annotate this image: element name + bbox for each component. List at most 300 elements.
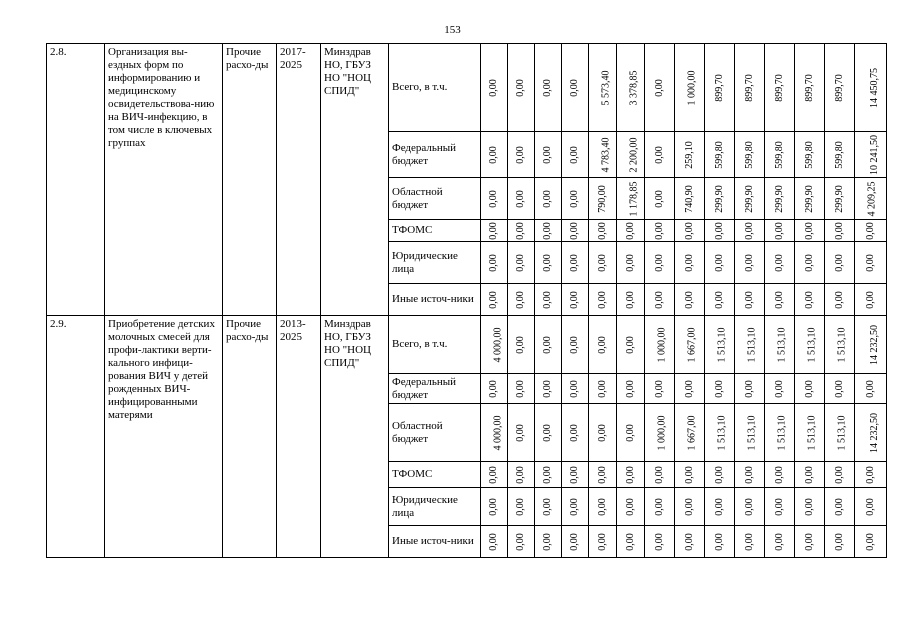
amount-cell — [765, 404, 795, 462]
amount-value: 259,10 — [683, 141, 695, 169]
amount-cell — [562, 178, 589, 220]
amount-value: 0,00 — [864, 380, 876, 398]
amount-cell — [825, 462, 855, 488]
amount-value: 899,70 — [743, 74, 755, 102]
amount-value: 0,00 — [542, 190, 553, 208]
amount-value: 0,00 — [624, 533, 636, 551]
amount-cell — [589, 178, 617, 220]
amount-cell — [705, 284, 735, 316]
amount-value: 0,00 — [542, 380, 553, 398]
amount-value: 0,00 — [653, 222, 665, 240]
amount-cell — [825, 220, 855, 242]
amount-value: 0,00 — [773, 380, 785, 398]
amount-cell — [735, 44, 765, 132]
funding-source: Областной бюджет — [389, 404, 481, 462]
amount-value: 0,00 — [864, 254, 876, 272]
amount-cell — [795, 44, 825, 132]
amount-value: 0,00 — [803, 291, 815, 309]
amount-value: 0,00 — [803, 466, 815, 484]
amount-value: 0,00 — [542, 254, 553, 272]
amount-cell — [675, 132, 705, 178]
amount-cell — [765, 284, 795, 316]
amount-value: 1 513,10 — [746, 327, 758, 363]
amount-cell — [645, 44, 675, 132]
amount-value: 4 000,00 — [492, 327, 504, 363]
amount-value: 599,80 — [833, 141, 845, 169]
amount-cell — [481, 178, 508, 220]
amount-cell — [795, 132, 825, 178]
amount-cell — [645, 316, 675, 374]
amount-value: 0,00 — [515, 291, 526, 309]
amount-cell — [705, 242, 735, 284]
amount-value: 0,00 — [624, 291, 636, 309]
amount-value: 0,00 — [542, 533, 553, 551]
amount-value: 0,00 — [773, 222, 785, 240]
amount-cell — [535, 132, 562, 178]
amount-value: 0,00 — [596, 424, 608, 442]
amount-value: 0,00 — [542, 146, 553, 164]
amount-value: 299,90 — [713, 185, 725, 213]
table-row — [47, 316, 887, 374]
amount-value: 0,00 — [569, 533, 580, 551]
amount-cell — [675, 526, 705, 558]
amount-value: 0,00 — [542, 222, 553, 240]
amount-cell — [645, 404, 675, 462]
amount-value: 899,70 — [773, 74, 785, 102]
amount-value: 1 513,10 — [836, 415, 848, 451]
amount-cell — [645, 462, 675, 488]
amount-cell — [508, 44, 535, 132]
amount-value: 0,00 — [864, 466, 876, 484]
amount-value: 1 513,10 — [806, 415, 818, 451]
amount-cell — [535, 242, 562, 284]
item-number: 2.8. — [47, 44, 105, 316]
amount-cell — [675, 220, 705, 242]
amount-value: 0,00 — [743, 533, 755, 551]
amount-cell — [481, 44, 508, 132]
amount-cell — [562, 220, 589, 242]
amount-cell — [735, 284, 765, 316]
amount-value: 0,00 — [569, 291, 580, 309]
amount-value: 0,00 — [683, 254, 695, 272]
amount-value: 0,00 — [653, 291, 665, 309]
amount-cell — [645, 488, 675, 526]
amount-value: 299,90 — [803, 185, 815, 213]
amount-cell — [535, 526, 562, 558]
amount-value: 0,00 — [488, 254, 499, 272]
amount-value: 0,00 — [864, 291, 876, 309]
amount-value: 0,00 — [515, 146, 526, 164]
amount-cell — [535, 44, 562, 132]
amount-value: 0,00 — [542, 424, 553, 442]
amount-cell — [855, 374, 887, 404]
amount-cell — [508, 316, 535, 374]
amount-cell — [589, 220, 617, 242]
amount-value: 0,00 — [713, 254, 725, 272]
amount-value: 0,00 — [653, 533, 665, 551]
amount-value: 1 513,10 — [716, 415, 728, 451]
amount-cell — [481, 404, 508, 462]
amount-value: 0,00 — [743, 498, 755, 516]
amount-cell — [795, 284, 825, 316]
amount-cell — [645, 374, 675, 404]
amount-value: 0,00 — [743, 291, 755, 309]
amount-cell — [535, 404, 562, 462]
amount-value: 0,00 — [803, 533, 815, 551]
amount-cell — [795, 242, 825, 284]
amount-cell — [765, 132, 795, 178]
amount-value: 0,00 — [683, 222, 695, 240]
amount-value: 0,00 — [488, 146, 499, 164]
amount-value: 1 667,00 — [686, 327, 698, 363]
amount-cell — [535, 374, 562, 404]
amount-value: 0,00 — [683, 533, 695, 551]
amount-value: 2 200,00 — [628, 137, 640, 173]
amount-value: 0,00 — [624, 466, 636, 484]
expense-type: Прочие расхо-ды — [223, 44, 277, 316]
amount-cell — [765, 374, 795, 404]
amount-value: 0,00 — [569, 498, 580, 516]
amount-value: 1 513,10 — [806, 327, 818, 363]
amount-value: 0,00 — [515, 336, 526, 354]
amount-value: 0,00 — [773, 498, 785, 516]
amount-cell — [705, 132, 735, 178]
amount-cell — [481, 132, 508, 178]
amount-cell — [705, 316, 735, 374]
amount-cell — [617, 374, 645, 404]
amount-cell — [562, 316, 589, 374]
amount-value: 0,00 — [515, 533, 526, 551]
amount-value: 0,00 — [864, 533, 876, 551]
amount-value: 4 209,25 — [866, 181, 878, 217]
amount-value: 0,00 — [515, 380, 526, 398]
table-row — [47, 44, 887, 132]
amount-value: 1 178,85 — [628, 181, 640, 217]
amount-cell — [481, 242, 508, 284]
amount-cell — [589, 44, 617, 132]
amount-cell — [535, 178, 562, 220]
amount-value: 14 450,75 — [869, 68, 880, 108]
amount-value: 0,00 — [624, 498, 636, 516]
funding-source: Юридические лица — [389, 242, 481, 284]
amount-cell — [795, 526, 825, 558]
funding-source: Федеральный бюджет — [389, 132, 481, 178]
amount-value: 0,00 — [624, 336, 636, 354]
amount-value: 0,00 — [488, 466, 499, 484]
amount-cell — [617, 316, 645, 374]
amount-cell — [735, 178, 765, 220]
amount-cell — [825, 284, 855, 316]
funding-source: Юридические лица — [389, 488, 481, 526]
amount-value: 0,00 — [743, 466, 755, 484]
amount-cell — [535, 284, 562, 316]
funding-source: Областной бюджет — [389, 178, 481, 220]
budget-table — [46, 43, 887, 558]
amount-value: 299,90 — [773, 185, 785, 213]
amount-value: 0,00 — [515, 498, 526, 516]
amount-value: 0,00 — [803, 498, 815, 516]
amount-value: 0,00 — [542, 466, 553, 484]
amount-value: 0,00 — [596, 336, 608, 354]
amount-cell — [705, 220, 735, 242]
amount-cell — [617, 284, 645, 316]
amount-value: 599,80 — [743, 141, 755, 169]
amount-cell — [562, 374, 589, 404]
amount-cell — [795, 316, 825, 374]
amount-value: 0,00 — [488, 79, 499, 97]
item-name: Организация вы-ездных форм по информированию и медицинскому освидетельствова-нию на ВИЧ-инфекцию, в том числе в ключевых группах — [105, 44, 223, 316]
amount-cell — [589, 284, 617, 316]
amount-value: 0,00 — [803, 380, 815, 398]
amount-value: 0,00 — [624, 424, 636, 442]
amount-value: 0,00 — [515, 222, 526, 240]
funding-source: Федеральный бюджет — [389, 374, 481, 404]
amount-cell — [617, 526, 645, 558]
amount-cell — [825, 316, 855, 374]
amount-cell — [481, 316, 508, 374]
amount-value: 0,00 — [773, 254, 785, 272]
amount-cell — [562, 284, 589, 316]
amount-cell — [508, 462, 535, 488]
amount-cell — [589, 462, 617, 488]
amount-cell — [825, 132, 855, 178]
amount-value: 0,00 — [515, 79, 526, 97]
amount-cell — [855, 404, 887, 462]
amount-cell — [855, 220, 887, 242]
amount-cell — [508, 284, 535, 316]
item-name: Приобретение детских молочных смесей для профи-лактики верти-кального инфици-рования ВИЧ у детей рожденных ВИЧ-инфицированными матерями — [105, 316, 223, 558]
amount-cell — [535, 220, 562, 242]
amount-value: 0,00 — [683, 291, 695, 309]
amount-cell — [617, 404, 645, 462]
amount-value: 0,00 — [515, 254, 526, 272]
amount-cell — [645, 132, 675, 178]
amount-value: 0,00 — [713, 498, 725, 516]
amount-cell — [617, 44, 645, 132]
amount-value: 0,00 — [488, 190, 499, 208]
amount-value: 1 513,10 — [746, 415, 758, 451]
amount-cell — [562, 526, 589, 558]
amount-cell — [765, 220, 795, 242]
amount-cell — [735, 404, 765, 462]
amount-value: 0,00 — [864, 498, 876, 516]
amount-cell — [589, 374, 617, 404]
amount-value: 0,00 — [596, 222, 608, 240]
amount-cell — [825, 526, 855, 558]
amount-value: 0,00 — [569, 190, 580, 208]
amount-value: 0,00 — [596, 380, 608, 398]
amount-value: 0,00 — [653, 146, 665, 164]
amount-cell — [735, 220, 765, 242]
amount-value: 0,00 — [488, 533, 499, 551]
amount-cell — [645, 526, 675, 558]
amount-value: 0,00 — [653, 498, 665, 516]
amount-cell — [508, 178, 535, 220]
amount-cell — [675, 316, 705, 374]
amount-cell — [675, 44, 705, 132]
funding-source: ТФОМС — [389, 462, 481, 488]
amount-value: 0,00 — [833, 291, 845, 309]
amount-cell — [589, 132, 617, 178]
amount-value: 0,00 — [488, 380, 499, 398]
item-executor: Минздрав НО, ГБУЗ НО "НОЦ СПИД" — [321, 44, 389, 316]
amount-value: 0,00 — [596, 466, 608, 484]
amount-value: 0,00 — [624, 380, 636, 398]
amount-value: 1 513,10 — [776, 415, 788, 451]
funding-source: Всего, в т.ч. — [389, 44, 481, 132]
amount-value: 0,00 — [653, 190, 665, 208]
amount-cell — [735, 132, 765, 178]
amount-cell — [481, 220, 508, 242]
amount-cell — [645, 284, 675, 316]
amount-value: 740,90 — [683, 185, 695, 213]
amount-value: 0,00 — [488, 291, 499, 309]
item-executor: Минздрав НО, ГБУЗ НО "НОЦ СПИД" — [321, 316, 389, 558]
amount-value: 1 000,00 — [656, 327, 668, 363]
amount-cell — [508, 526, 535, 558]
amount-value: 0,00 — [653, 79, 665, 97]
amount-cell — [855, 44, 887, 132]
amount-value: 0,00 — [833, 254, 845, 272]
amount-cell — [825, 374, 855, 404]
amount-cell — [481, 284, 508, 316]
amount-cell — [765, 44, 795, 132]
amount-value: 0,00 — [713, 291, 725, 309]
amount-value: 0,00 — [833, 466, 845, 484]
item-period: 2017-2025 — [277, 44, 321, 316]
amount-cell — [855, 488, 887, 526]
amount-cell — [645, 178, 675, 220]
amount-value: 0,00 — [713, 466, 725, 484]
amount-cell — [508, 488, 535, 526]
amount-cell — [589, 404, 617, 462]
amount-cell — [735, 526, 765, 558]
amount-cell — [705, 374, 735, 404]
amount-value: 0,00 — [713, 222, 725, 240]
amount-cell — [535, 316, 562, 374]
amount-cell — [617, 242, 645, 284]
funding-source: ТФОМС — [389, 220, 481, 242]
amount-cell — [535, 488, 562, 526]
amount-value: 0,00 — [653, 254, 665, 272]
amount-cell — [675, 404, 705, 462]
amount-value: 0,00 — [569, 380, 580, 398]
amount-cell — [675, 488, 705, 526]
amount-value: 0,00 — [569, 254, 580, 272]
amount-value: 0,00 — [713, 380, 725, 398]
amount-cell — [481, 374, 508, 404]
amount-value: 0,00 — [569, 222, 580, 240]
amount-value: 0,00 — [515, 190, 526, 208]
amount-value: 0,00 — [569, 466, 580, 484]
amount-cell — [735, 462, 765, 488]
amount-value: 14 232,50 — [869, 413, 880, 453]
amount-cell — [765, 488, 795, 526]
amount-cell — [562, 44, 589, 132]
amount-cell — [795, 404, 825, 462]
amount-value: 1 513,10 — [716, 327, 728, 363]
amount-value: 299,90 — [743, 185, 755, 213]
amount-cell — [508, 404, 535, 462]
amount-value: 0,00 — [773, 533, 785, 551]
amount-cell — [617, 488, 645, 526]
amount-cell — [705, 462, 735, 488]
amount-cell — [855, 462, 887, 488]
amount-cell — [645, 220, 675, 242]
amount-value: 0,00 — [542, 498, 553, 516]
amount-value: 14 232,50 — [869, 325, 880, 365]
amount-value: 899,70 — [713, 74, 725, 102]
amount-cell — [589, 526, 617, 558]
amount-cell — [765, 316, 795, 374]
amount-cell — [825, 488, 855, 526]
amount-value: 0,00 — [864, 222, 876, 240]
amount-value: 0,00 — [569, 424, 580, 442]
amount-cell — [675, 178, 705, 220]
amount-value: 0,00 — [542, 291, 553, 309]
amount-value: 0,00 — [713, 533, 725, 551]
amount-cell — [795, 178, 825, 220]
amount-cell — [562, 132, 589, 178]
amount-cell — [765, 462, 795, 488]
amount-cell — [617, 220, 645, 242]
amount-value: 0,00 — [683, 380, 695, 398]
amount-value: 0,00 — [624, 254, 636, 272]
amount-cell — [481, 462, 508, 488]
amount-value: 0,00 — [833, 380, 845, 398]
expense-type: Прочие расхо-ды — [223, 316, 277, 558]
amount-value: 0,00 — [803, 254, 815, 272]
amount-value: 1 513,10 — [836, 327, 848, 363]
amount-cell — [765, 178, 795, 220]
amount-cell — [735, 374, 765, 404]
amount-value: 0,00 — [773, 291, 785, 309]
amount-value: 0,00 — [542, 79, 553, 97]
amount-cell — [675, 284, 705, 316]
amount-cell — [675, 374, 705, 404]
amount-value: 0,00 — [515, 424, 526, 442]
amount-cell — [508, 242, 535, 284]
amount-cell — [855, 178, 887, 220]
amount-cell — [508, 132, 535, 178]
amount-value: 10 241,50 — [869, 135, 880, 175]
amount-value: 0,00 — [743, 222, 755, 240]
amount-value: 0,00 — [624, 222, 636, 240]
amount-cell — [589, 488, 617, 526]
amount-value: 0,00 — [743, 254, 755, 272]
amount-cell — [675, 462, 705, 488]
amount-value: 0,00 — [653, 380, 665, 398]
amount-cell — [481, 488, 508, 526]
amount-cell — [735, 242, 765, 284]
amount-value: 0,00 — [743, 380, 755, 398]
amount-cell — [589, 316, 617, 374]
amount-value: 0,00 — [833, 498, 845, 516]
amount-cell — [675, 242, 705, 284]
amount-cell — [795, 374, 825, 404]
item-number: 2.9. — [47, 316, 105, 558]
amount-cell — [825, 44, 855, 132]
amount-cell — [735, 316, 765, 374]
funding-source: Иные источ-ники — [389, 284, 481, 316]
amount-cell — [508, 220, 535, 242]
page-number: 153 — [444, 24, 461, 36]
amount-cell — [535, 462, 562, 488]
amount-value: 0,00 — [596, 291, 608, 309]
funding-source: Всего, в т.ч. — [389, 316, 481, 374]
amount-cell — [735, 488, 765, 526]
amount-value: 4 783,40 — [600, 137, 612, 173]
